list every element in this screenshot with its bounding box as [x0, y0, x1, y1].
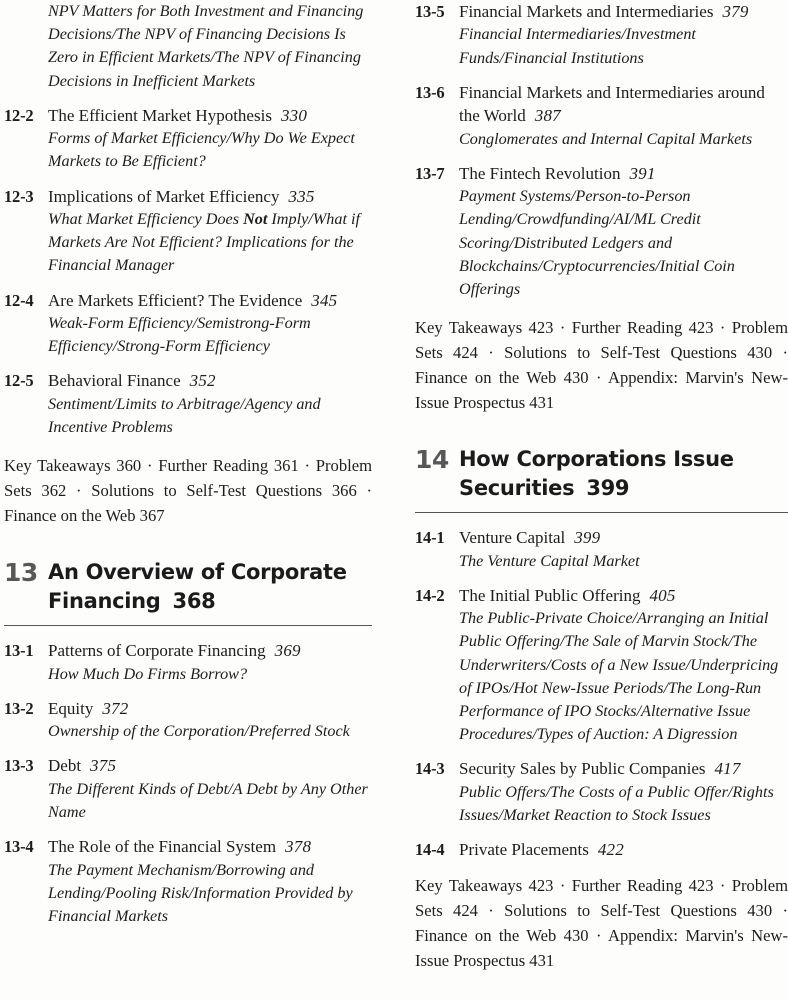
- section-title: Financial Markets and Intermediaries: [459, 2, 714, 21]
- subtext-part-pre: What Market Efficiency Does: [48, 210, 244, 229]
- section-subtext: Sentiment/Limits to Arbitrage/Agency and Incentive Problems: [48, 394, 321, 437]
- section-number: 13-4: [4, 837, 34, 857]
- section-body: [48, 639, 372, 686]
- section-title-line: [48, 835, 372, 858]
- section-title: Behavioral Finance: [48, 371, 181, 391]
- chapter-rule: [4, 625, 372, 626]
- continued-subtext: NPV Matters for Both Investment and Financing Decisions/The NPV of Financing Decisions Is Zero in Efficient Markets/The NPV of Financing Decisions in Inefficient Markets: [48, 2, 364, 90]
- section-page: 422: [597, 840, 624, 860]
- chapter-title-line: [48, 558, 372, 616]
- section-body: [48, 185, 372, 278]
- section-page: 405: [649, 585, 676, 605]
- section-title-line: [459, 526, 788, 549]
- toc-entry[interactable]: [4, 697, 372, 744]
- section-title-line: [459, 0, 788, 23]
- section-subtext: Payment Systems/Person-to-Person Lending/Crowdfunding/AI/ML Credit Scoring/Distributed Ledgers and Blockchains/Cryptocurrencies/Initial Coin Offerings: [459, 187, 735, 299]
- chapter-rule: [415, 512, 788, 513]
- section-subtext: Financial Intermediaries/Investment Funds/Financial Institutions: [459, 25, 696, 67]
- chapter-page: 399: [586, 476, 630, 501]
- section-number: 13-7: [415, 163, 445, 183]
- section-subtext: Conglomerates and Internal Capital Markets: [459, 129, 753, 148]
- section-title-line: [48, 754, 372, 777]
- chapter-title: An Overview of Corporate Financing: [48, 560, 347, 614]
- toc-entry[interactable]: [4, 289, 372, 359]
- chapter-heading[interactable]: [4, 558, 372, 626]
- section-page: 330: [280, 105, 308, 125]
- toc-entry[interactable]: [4, 754, 372, 824]
- section-body: [48, 754, 372, 824]
- section-title-line: [48, 639, 372, 662]
- section-title: Are Markets Efficient? The Evidence: [48, 290, 303, 310]
- section-title: Private Placements: [459, 840, 589, 860]
- chapter-title: How Corporations Issue Securities: [459, 447, 734, 501]
- section-number: 13-2: [4, 698, 34, 718]
- section-title-line: [459, 584, 788, 607]
- section-title-line: [48, 369, 372, 392]
- section-title-line: [48, 697, 372, 720]
- toc-entry[interactable]: [415, 757, 788, 827]
- section-body: [459, 838, 788, 861]
- toc-entry[interactable]: [4, 104, 372, 174]
- section-body: [459, 0, 788, 70]
- section-page: 387: [534, 106, 561, 126]
- section-number: 12-4: [4, 290, 34, 310]
- section-body: [48, 697, 372, 744]
- chapter-resources[interactable]: Key Takeaways 423 · Further Reading 423 · Problem Sets 424 · Solutions to Self-Test Questions 430 · Finance on the Web 430 · Appendix: Marvin's New-Issue Prospectus 431: [415, 875, 788, 970]
- section-number: 13-3: [4, 756, 34, 776]
- section-number: 12-5: [4, 371, 34, 391]
- section-body: [48, 104, 372, 174]
- section-subtext: Ownership of the Corporation/Preferred Stock: [48, 722, 350, 741]
- toc-entry[interactable]: [415, 838, 788, 861]
- chapter-page: 368: [172, 589, 216, 614]
- section-page: 335: [288, 186, 315, 206]
- section-title: Venture Capital: [459, 528, 566, 548]
- section-page: 375: [90, 756, 117, 776]
- subtext-emphasis: Not: [243, 210, 268, 229]
- section-title-line: [48, 104, 372, 127]
- section-title-line: [459, 162, 788, 185]
- toc-entry[interactable]: [415, 162, 788, 301]
- section-subtext: How Much Do Firms Borrow?: [48, 664, 248, 683]
- section-page: 379: [722, 2, 749, 21]
- section-body: [459, 526, 788, 573]
- chapter-title-line: [459, 445, 788, 503]
- toc-column-left: [0, 0, 372, 1000]
- section-body: [459, 162, 788, 301]
- section-subtext: The Venture Capital Market: [459, 551, 640, 570]
- section-number: 13-5: [415, 2, 445, 21]
- chapter-resources[interactable]: Key Takeaways 423 · Further Reading 423 · Problem Sets 424 · Solutions to Self-Test Questions 430 · Finance on the Web 430 · Appendix: Marvin's New-Issue Prospectus 431: [415, 318, 788, 413]
- section-title-line: [48, 185, 372, 208]
- section-number: 12-3: [4, 186, 34, 206]
- section-title-line: [459, 81, 788, 128]
- section-number: 12-2: [4, 105, 34, 125]
- section-title: The Efficient Market Hypothesis: [48, 105, 272, 125]
- section-number: 14-2: [415, 585, 445, 605]
- section-number: 13-1: [4, 641, 34, 661]
- section-title: The Fintech Revolution: [459, 163, 621, 183]
- toc-entry[interactable]: [4, 369, 372, 439]
- section-number: 14-4: [415, 840, 445, 860]
- section-body: [459, 584, 788, 747]
- toc-column-right: [394, 0, 788, 1000]
- section-title-line: [459, 838, 788, 861]
- section-subtext: Public Offers/The Costs of a Public Offer/Rights Issues/Market Reaction to Stock Issues: [459, 782, 774, 825]
- section-number: 14-3: [415, 759, 445, 779]
- toc-entry[interactable]: [415, 526, 788, 573]
- section-body: [48, 835, 372, 928]
- section-page: 352: [189, 371, 216, 391]
- toc-entry[interactable]: [4, 639, 372, 686]
- section-page: 345: [311, 290, 338, 310]
- chapter-resources[interactable]: Key Takeaways 360 · Further Reading 361 · Problem Sets 362 · Solutions to Self-Test Questions 366 · Finance on the Web 367: [4, 456, 372, 526]
- section-page: 372: [102, 698, 129, 718]
- section-subtext: Weak-Form Efficiency/Semistrong-Form Efficiency/Strong-Form Efficiency: [48, 314, 311, 356]
- subtext-part-post: Imply/What if Markets Are Not Efficient? Implications for the Financial Manager: [48, 210, 360, 275]
- section-title-line: [48, 289, 372, 312]
- section-title: Patterns of Corporate Financing: [48, 641, 266, 661]
- section-page: 417: [714, 759, 741, 779]
- chapter-heading[interactable]: [415, 445, 788, 513]
- toc-entry[interactable]: [4, 835, 372, 928]
- section-body: [48, 289, 372, 359]
- section-subtext: The Public-Private Choice/Arranging an Initial Public Offering/The Sale of Marvin Stock/The Underwriters/Costs of a New Issue/Underpricing of IPOs/Hot New-Issue Periods/The Long-Run Performance of IPO Stocks/Alternative Issue Procedures/Types of Auction: A Digression: [459, 609, 779, 744]
- section-title: The Initial Public Offering: [459, 585, 641, 605]
- section-title: Financial Markets and Intermediaries around the World: [459, 82, 765, 126]
- section-number: 14-1: [415, 528, 445, 548]
- section-page: 399: [574, 528, 601, 548]
- section-body: [459, 81, 788, 151]
- section-title: Equity: [48, 698, 94, 718]
- section-page: 369: [274, 641, 301, 661]
- section-subtext: [48, 208, 372, 278]
- section-page: 391: [629, 163, 656, 183]
- toc-entry[interactable]: [415, 584, 788, 747]
- section-title: The Role of the Financial System: [48, 837, 277, 857]
- section-subtext: The Different Kinds of Debt/A Debt by Any Other Name: [48, 779, 368, 822]
- toc-entry[interactable]: [4, 185, 372, 278]
- section-title: Security Sales by Public Companies: [459, 759, 706, 779]
- section-subtext: The Payment Mechanism/Borrowing and Lending/Pooling Risk/Information Provided by Financial Markets: [48, 860, 353, 926]
- chapter-number: 14: [415, 445, 449, 475]
- section-page: 378: [285, 837, 312, 857]
- section-body: [459, 757, 788, 827]
- toc-entry[interactable]: [415, 81, 788, 151]
- section-title-line: [459, 757, 788, 780]
- section-subtext: Forms of Market Efficiency/Why Do We Expect Markets to Be Efficient?: [48, 129, 355, 171]
- section-title: Implications of Market Efficiency: [48, 186, 280, 206]
- toc-entry[interactable]: [415, 0, 788, 70]
- section-number: 13-6: [415, 82, 445, 102]
- section-body: [48, 369, 372, 439]
- section-title: Debt: [48, 756, 82, 776]
- chapter-number: 13: [4, 558, 38, 588]
